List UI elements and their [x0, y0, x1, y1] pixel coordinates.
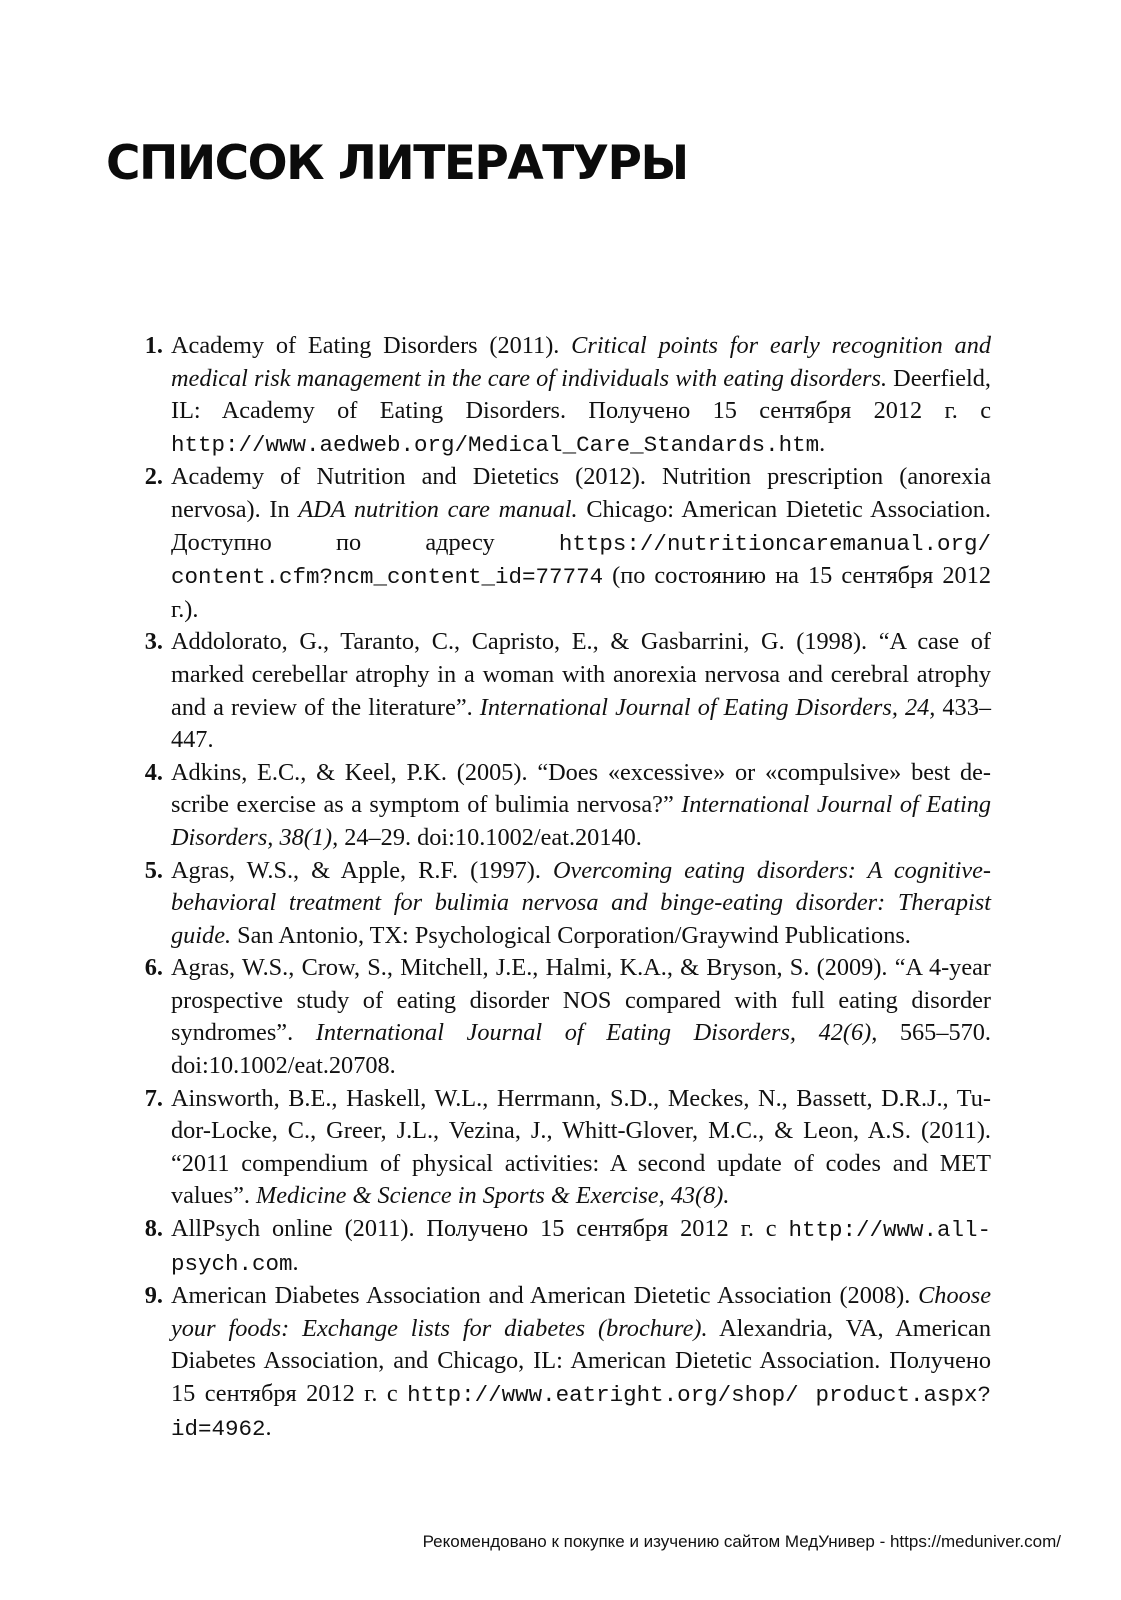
reference-text — [171, 1280, 991, 1445]
reference-number: 1. — [144, 332, 163, 359]
reference-text — [171, 461, 991, 626]
reference-text-segment: . — [819, 429, 826, 457]
reference-number: 7. — [144, 1084, 163, 1112]
reference-list — [129, 330, 991, 1445]
reference-item — [129, 952, 991, 1082]
reference-text-segment: AllPsych online (2011). Получено 15 сентября 2012 г. с — [171, 1215, 789, 1243]
reference-number: 8. — [144, 1215, 163, 1243]
reference-number: 9. — [144, 1282, 163, 1310]
reference-item — [129, 1280, 991, 1445]
reference-item — [129, 626, 991, 756]
footer-note: Рекомендовано к покупке и изучению сайтом МедУнивер - https://meduniver.com/ — [422, 1532, 1061, 1551]
reference-text-segment: Ainsworth, B.E., Haskell, W.L., Herrmann, S.D., Meckes, N., Bassett, D.R.J., Tudor-Locke, C., Greer, J.L., Vezina, J., Whitt-Glover, M.C., & Leon, A.S. (2011). “2011 compendium of physical activities: A second update of codes and MET values”. — [171, 1084, 991, 1210]
reference-text-segment: (по состоянию на 15 сентября 2012 г.). — [171, 562, 991, 623]
reference-number: 3. — [144, 628, 163, 656]
page-title: СПИСОК ЛИТЕРАТУРЫ — [106, 136, 688, 191]
reference-item — [129, 461, 991, 626]
reference-text-segment: . — [292, 1248, 299, 1276]
reference-item — [129, 1213, 991, 1280]
reference-text-segment: 433–447. — [171, 693, 991, 754]
reference-item — [129, 1083, 991, 1213]
reference-source-italic: Critical points for early recognition and medical risk management in the care of individuals with eating disorders. — [171, 332, 991, 392]
reference-text — [171, 1083, 991, 1213]
reference-text-segment: Academy of Nutrition and Dietetics (2012). Nutrition prescription (anorexia nervosa). In — [171, 463, 991, 523]
reference-text-segment: Alexandria, VA, American Diabetes Association, and Chicago, IL: American Dietetic Association. Получено 15 сентября 2012 г. с — [171, 1314, 991, 1407]
reference-source-italic: ADA nutrition care manual. — [298, 495, 578, 523]
reference-text — [171, 330, 991, 461]
reference-text — [171, 1213, 991, 1280]
reference-source-italic: International Journal of Eating Disorders, 24, — [479, 693, 936, 721]
reference-url: https://nutritioncaremanual.org/ content.cfm?ncm_content_id=77774 — [171, 530, 991, 591]
reference-number: 6. — [144, 954, 163, 982]
reference-text-segment: 565–570. doi:10.1002/eat.20708. — [171, 1019, 991, 1080]
reference-text-segment: Academy of Eating Disorders (2011). — [171, 332, 572, 359]
reference-text — [171, 757, 991, 855]
reference-number: 4. — [144, 758, 163, 786]
reference-source-italic: Overcoming eating disorders: A cognitive-behavioral treatment for bulimia nervosa and binge-eating disorder: Therapist guide. — [171, 856, 991, 949]
reference-url: http://www.allpsych.com — [171, 1217, 991, 1277]
reference-text — [171, 855, 991, 953]
reference-text-segment: Deerfield, IL: Academy of Eating Disorders. Получено 15 сентября 2012 г. с — [171, 364, 991, 425]
reference-number: 2. — [144, 463, 163, 491]
reference-url: http://www.eatright.org/shop/ product.aspx?id=4962 — [171, 1382, 991, 1442]
reference-text — [171, 952, 991, 1082]
reference-text-segment: . — [265, 1413, 272, 1441]
reference-number: 5. — [144, 856, 163, 884]
reference-text-segment: Chicago: American Dietetic Association. Доступно по адресу — [171, 495, 991, 556]
reference-text-segment: San Antonio, TX: Psychological Corporation/Graywind Publications. — [231, 921, 911, 949]
reference-text-segment: Agras, W.S., & Apple, R.F. (1997). — [171, 856, 553, 884]
reference-text-segment: Agras, W.S., Crow, S., Mitchell, J.E., Halmi, K.A., & Bryson, S. (2009). “A 4-year prospective study of eating disorder NOS compared with full eating disorder syndromes”. — [171, 954, 991, 1047]
reference-text-segment: American Diabetes Association and American Dietetic Association (2008). — [171, 1282, 919, 1310]
reference-source-italic: International Journal of Eating Disorders, 38(1), — [171, 791, 991, 851]
reference-text-segment: 24–29. doi:10.1002/eat.20140. — [338, 823, 642, 851]
reference-source-italic: Choose your foods: Exchange lists for diabetes (brochure). — [171, 1282, 991, 1342]
reference-item — [129, 855, 991, 953]
reference-text-segment: Addolorato, G., Taranto, C., Capristo, E., & Gasbarrini, G. (1998). “A case of marked cerebellar atrophy in a woman with anorexia nervosa and cerebral atrophy and a review of the literature”. — [171, 628, 991, 721]
reference-text-segment: Adkins, E.C., & Keel, P.K. (2005). “Does «excessive» or «compulsive» best describe exercise as a symptom of bulimia nervosa?” — [171, 758, 991, 819]
reference-url: http://www.aedweb.org/Medical_Care_Standards.htm — [171, 431, 820, 458]
reference-item — [129, 330, 991, 461]
reference-source-italic: International Journal of Eating Disorders, 42(6), — [315, 1019, 878, 1047]
reference-text — [171, 626, 991, 756]
reference-item — [129, 757, 991, 855]
reference-source-italic: Medicine & Science in Sports & Exercise, 43(8). — [256, 1182, 730, 1210]
